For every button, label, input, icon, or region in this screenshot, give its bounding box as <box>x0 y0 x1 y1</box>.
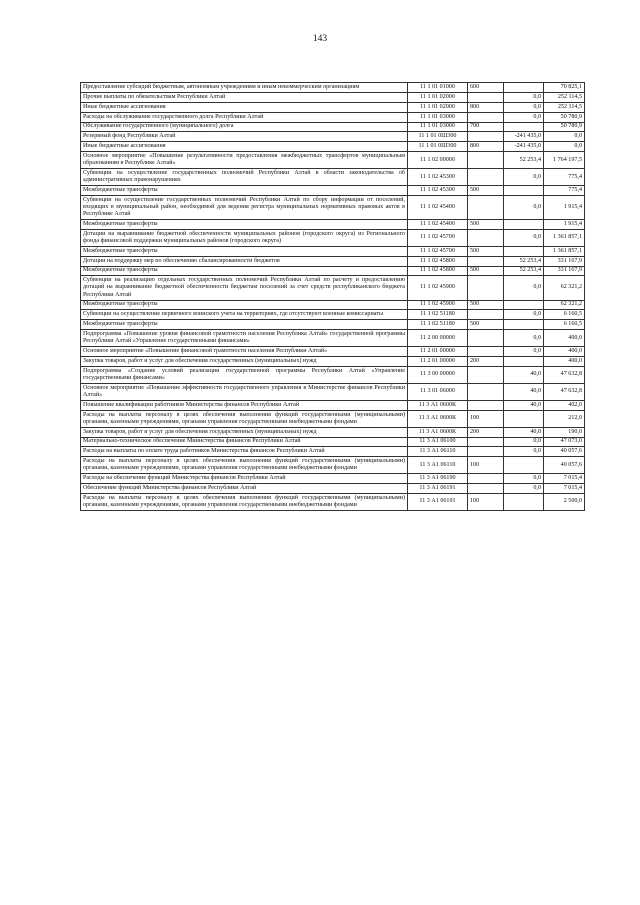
expense-type-cell: 600 <box>468 83 504 93</box>
item-name-cell: Подпрограмма «Повышение уровня финансовой грамотности населения Республика Алтай» государственной программы Республики Алтай «Управление государственными финансами» <box>81 330 408 347</box>
target-code-cell: 11 3 А1 06191 <box>408 484 468 494</box>
table-row <box>81 92 585 102</box>
change-amount-cell <box>504 186 544 196</box>
item-name-cell: Межбюджетные трансферты <box>81 220 408 230</box>
target-code-cell: 11 1 02 45800 <box>408 256 468 266</box>
expense-type-cell <box>468 383 504 400</box>
change-amount-cell: 52 253,4 <box>504 256 544 266</box>
item-name-cell: Межбюджетные трансферты <box>81 246 408 256</box>
table-row <box>81 400 585 410</box>
change-amount-cell <box>504 320 544 330</box>
expense-type-cell <box>468 229 504 246</box>
expense-type-cell <box>468 112 504 122</box>
total-amount-cell: 190,0 <box>544 427 585 437</box>
table-row <box>81 102 585 112</box>
change-amount-cell: 0,0 <box>504 474 544 484</box>
change-amount-cell <box>504 220 544 230</box>
total-amount-cell: 7 015,4 <box>544 484 585 494</box>
target-code-cell: 11 3 А1 06100 <box>408 437 468 447</box>
item-name-cell: Межбюджетные трансферты <box>81 266 408 276</box>
target-code-cell: 11 2 01 00000 <box>408 347 468 357</box>
total-amount-cell: 212,0 <box>544 410 585 427</box>
target-code-cell: 11 1 02 51180 <box>408 320 468 330</box>
change-amount-cell: 40,0 <box>504 383 544 400</box>
total-amount-cell: 47 073,0 <box>544 437 585 447</box>
expense-type-cell: 100 <box>468 410 504 427</box>
item-name-cell: Прочие выплаты по обязательствам Республики Алтай <box>81 92 408 102</box>
expense-type-cell <box>468 152 504 169</box>
table-row <box>81 300 585 310</box>
expense-type-cell <box>468 474 504 484</box>
table-row <box>81 152 585 169</box>
expense-type-cell <box>468 132 504 142</box>
expense-type-cell <box>468 330 504 347</box>
total-amount-cell: 400,0 <box>544 347 585 357</box>
total-amount-cell: 400,0 <box>544 330 585 347</box>
total-amount-cell: 402,0 <box>544 400 585 410</box>
total-amount-cell: 1 915,4 <box>544 220 585 230</box>
target-code-cell: 11 3 А1 06110 <box>408 457 468 474</box>
total-amount-cell: 0,0 <box>544 142 585 152</box>
total-amount-cell: 62 321,2 <box>544 300 585 310</box>
total-amount-cell: 400,0 <box>544 357 585 367</box>
item-name-cell: Расходы на обслуживание государственного долга Республики Алтай <box>81 112 408 122</box>
total-amount-cell: 47 632,8 <box>544 366 585 383</box>
total-amount-cell: 40 057,6 <box>544 457 585 474</box>
change-amount-cell: 0,0 <box>504 229 544 246</box>
table-row <box>81 330 585 347</box>
item-name-cell: Расходы на выплаты персоналу в целях обеспечения выполнения функций государственными (муниципальными) органами, казенными учреждениями, органами управления государственными внебюджетными фондами <box>81 494 408 511</box>
target-code-cell: 11 1 01 0Ш300 <box>408 142 468 152</box>
table-row <box>81 83 585 93</box>
table-row <box>81 310 585 320</box>
total-amount-cell: 1 361 857,1 <box>544 246 585 256</box>
expense-type-cell: 700 <box>468 122 504 132</box>
table-row <box>81 112 585 122</box>
expense-type-cell <box>468 195 504 219</box>
change-amount-cell: 0,0 <box>504 112 544 122</box>
expense-type-cell <box>468 447 504 457</box>
expense-type-cell: 500 <box>468 300 504 310</box>
item-name-cell: Межбюджетные трансферты <box>81 186 408 196</box>
table-row <box>81 437 585 447</box>
expense-type-cell <box>468 400 504 410</box>
total-amount-cell: 50 780,9 <box>544 122 585 132</box>
item-name-cell: Расходы на выплаты по оплате труда работников Министерства финансов Республики Алтай <box>81 447 408 457</box>
item-name-cell: Иные бюджетные ассигнования <box>81 102 408 112</box>
item-name-cell: Субвенции на осуществление государственных полномочий Республики Алтай в области законодательства об административных правонарушениях <box>81 169 408 186</box>
total-amount-cell: 6 160,5 <box>544 310 585 320</box>
target-code-cell: 11 2 01 00000 <box>408 357 468 367</box>
item-name-cell: Субвенции на осуществление первичного воинского учета на территориях, где отсутствуют военные комиссариаты <box>81 310 408 320</box>
item-name-cell: Дотации на выравнивание бюджетной обеспеченности муниципальных районов (городского округа) из Регионального фонда финансовой поддержки муниципальных районов (городского округа) <box>81 229 408 246</box>
target-code-cell: 11 1 02 45700 <box>408 246 468 256</box>
target-code-cell: 11 3 А1 06190 <box>408 474 468 484</box>
item-name-cell: Иные бюджетные ассигнования <box>81 142 408 152</box>
change-amount-cell: 0,0 <box>504 484 544 494</box>
expense-type-cell <box>468 92 504 102</box>
item-name-cell: Основное мероприятие «Повышение эффективности государственного управления в Министерстве финансов Республики Алтай» <box>81 383 408 400</box>
target-code-cell: 11 2 00 00000 <box>408 330 468 347</box>
total-amount-cell: 40 057,6 <box>544 447 585 457</box>
table-row <box>81 427 585 437</box>
change-amount-cell: 40,0 <box>504 400 544 410</box>
total-amount-cell: 62 321,2 <box>544 276 585 300</box>
expense-type-cell: 500 <box>468 320 504 330</box>
total-amount-cell: 7 015,4 <box>544 474 585 484</box>
target-code-cell: 11 3 А1 06191 <box>408 494 468 511</box>
target-code-cell: 11 3 А1 06110 <box>408 447 468 457</box>
table-row <box>81 357 585 367</box>
change-amount-cell: 0,0 <box>504 310 544 320</box>
target-code-cell: 11 1 02 45900 <box>408 276 468 300</box>
expense-type-cell <box>468 276 504 300</box>
target-code-cell: 11 1 01 02000 <box>408 102 468 112</box>
total-amount-cell: 775,4 <box>544 186 585 196</box>
change-amount-cell <box>504 122 544 132</box>
expense-type-cell <box>468 484 504 494</box>
total-amount-cell: 2 500,0 <box>544 494 585 511</box>
total-amount-cell: 1 764 197,5 <box>544 152 585 169</box>
total-amount-cell: 0,0 <box>544 132 585 142</box>
item-name-cell: Расходы на обеспечение функций Министерства финансов Республики Алтай <box>81 474 408 484</box>
target-code-cell: 11 1 02 45400 <box>408 220 468 230</box>
change-amount-cell: 40,0 <box>504 366 544 383</box>
total-amount-cell: 1 361 857,1 <box>544 229 585 246</box>
table-row <box>81 256 585 266</box>
expense-type-cell: 500 <box>468 220 504 230</box>
total-amount-cell: 70 825,1 <box>544 83 585 93</box>
target-code-cell: 11 1 01 0Ш300 <box>408 132 468 142</box>
table-row <box>81 383 585 400</box>
item-name-cell: Расходы на выплаты персоналу в целях обеспечения выполнения функций государственными (муниципальными) органами, казенными учреждениями, органами управления государственными внебюджетными фондами <box>81 457 408 474</box>
change-amount-cell <box>504 300 544 310</box>
expense-type-cell <box>468 310 504 320</box>
expense-type-cell: 200 <box>468 357 504 367</box>
budget-table-body <box>81 83 585 511</box>
change-amount-cell: 52 253,4 <box>504 266 544 276</box>
item-name-cell: Резервный фонд Республики Алтай <box>81 132 408 142</box>
expense-type-cell <box>468 366 504 383</box>
target-code-cell: 11 1 01 01000 <box>408 83 468 93</box>
target-code-cell: 11 1 02 51180 <box>408 310 468 320</box>
change-amount-cell <box>504 246 544 256</box>
item-name-cell: Обеспечение функций Министерства финансов Республики Алтай <box>81 484 408 494</box>
target-code-cell: 11 3 А1 0600К <box>408 400 468 410</box>
target-code-cell: 11 1 01 02000 <box>408 92 468 102</box>
target-code-cell: 11 3 А1 0600К <box>408 410 468 427</box>
total-amount-cell: 331 167,9 <box>544 266 585 276</box>
table-row <box>81 457 585 474</box>
page-number: 143 <box>312 34 328 44</box>
table-row <box>81 366 585 383</box>
item-name-cell: Закупка товаров, работ и услуг для обеспечения государственных (муниципальных) нужд <box>81 357 408 367</box>
change-amount-cell: 0,0 <box>504 169 544 186</box>
table-row <box>81 410 585 427</box>
item-name-cell: Расходы на выплаты персоналу в целях обеспечения выполнения функций государственными (муниципальными) органами, казенными учреждениями, органами управления государственными внебюджетными фондами <box>81 410 408 427</box>
target-code-cell: 11 1 02 45300 <box>408 186 468 196</box>
item-name-cell: Межбюджетные трансферты <box>81 320 408 330</box>
target-code-cell: 11 3 А1 0600К <box>408 427 468 437</box>
expense-type-cell: 500 <box>468 246 504 256</box>
total-amount-cell: 50 780,9 <box>544 112 585 122</box>
change-amount-cell <box>504 357 544 367</box>
change-amount-cell: 0,0 <box>504 102 544 112</box>
table-row <box>81 474 585 484</box>
item-name-cell: Материально-техническое обеспечение Министерства финансов Республики Алтай <box>81 437 408 447</box>
item-name-cell: Основное мероприятие «Повышение финансовой грамотности населения Республики Алтай» <box>81 347 408 357</box>
change-amount-cell <box>504 83 544 93</box>
expense-type-cell: 500 <box>468 266 504 276</box>
change-amount-cell: 0,0 <box>504 276 544 300</box>
table-row <box>81 447 585 457</box>
table-row <box>81 246 585 256</box>
total-amount-cell: 252 114,5 <box>544 92 585 102</box>
table-row <box>81 276 585 300</box>
item-name-cell: Межбюджетные трансферты <box>81 300 408 310</box>
target-code-cell: 11 1 02 45700 <box>408 229 468 246</box>
change-amount-cell: 0,0 <box>504 447 544 457</box>
table-row <box>81 347 585 357</box>
item-name-cell: Основное мероприятие «Повышение результативности предоставления межбюджетных трансфертов муниципальным образованиям в Республике Алтай» <box>81 152 408 169</box>
change-amount-cell: 0,0 <box>504 347 544 357</box>
change-amount-cell: 0,0 <box>504 330 544 347</box>
table-row <box>81 122 585 132</box>
change-amount-cell: 0,0 <box>504 437 544 447</box>
item-name-cell: Субвенции на реализацию отдельных государственных полномочий Республики Алтай по расчету и предоставлению дотаций на выравнивание бюджетной обеспеченности бюджетам поселений за счет средств республиканского бюджета Республики Алтай <box>81 276 408 300</box>
item-name-cell: Дотации на поддержку мер по обеспечению сбалансированности бюджетов <box>81 256 408 266</box>
budget-table <box>80 82 585 511</box>
table-row <box>81 132 585 142</box>
table-row <box>81 484 585 494</box>
target-code-cell: 11 1 02 45300 <box>408 169 468 186</box>
change-amount-cell: -241 435,0 <box>504 132 544 142</box>
table-row <box>81 142 585 152</box>
target-code-cell: 11 3 00 00000 <box>408 366 468 383</box>
target-code-cell: 11 1 02 00000 <box>408 152 468 169</box>
table-row <box>81 195 585 219</box>
item-name-cell: Подпрограмма «Создание условий реализации государственной программы Республики Алтай «Управление государственными финансами» <box>81 366 408 383</box>
change-amount-cell: 52 253,4 <box>504 152 544 169</box>
expense-type-cell: 500 <box>468 186 504 196</box>
target-code-cell: 11 1 02 45800 <box>408 266 468 276</box>
item-name-cell: Закупка товаров, работ и услуг для обеспечения государственных (муниципальных) нужд <box>81 427 408 437</box>
table-row <box>81 494 585 511</box>
total-amount-cell: 6 160,5 <box>544 320 585 330</box>
expense-type-cell: 100 <box>468 457 504 474</box>
total-amount-cell: 775,4 <box>544 169 585 186</box>
change-amount-cell: 0,0 <box>504 92 544 102</box>
target-code-cell: 11 1 02 45900 <box>408 300 468 310</box>
change-amount-cell <box>504 494 544 511</box>
expense-type-cell: 200 <box>468 427 504 437</box>
table-row <box>81 220 585 230</box>
change-amount-cell: 40,0 <box>504 427 544 437</box>
target-code-cell: 11 1 02 45400 <box>408 195 468 219</box>
table-row <box>81 169 585 186</box>
target-code-cell: 11 3 01 06000 <box>408 383 468 400</box>
expense-type-cell: 100 <box>468 494 504 511</box>
expense-type-cell: 800 <box>468 102 504 112</box>
item-name-cell: Субвенции на осуществление государственных полномочий Республики Алтай по сбору информации от поселений, входящих в муниципальный район, необходимой для ведения регистра муниципальных нормативных правовых актов в Республике Алтай <box>81 195 408 219</box>
table-row <box>81 266 585 276</box>
total-amount-cell: 1 915,4 <box>544 195 585 219</box>
item-name-cell: Повышение квалификации работников Министерства финансов Республики Алтай <box>81 400 408 410</box>
change-amount-cell <box>504 457 544 474</box>
expense-type-cell: 800 <box>468 142 504 152</box>
table-row <box>81 320 585 330</box>
target-code-cell: 11 1 01 03000 <box>408 112 468 122</box>
total-amount-cell: 331 167,9 <box>544 256 585 266</box>
expense-type-cell <box>468 437 504 447</box>
item-name-cell: Обслуживание государственного (муниципального) долга <box>81 122 408 132</box>
expense-type-cell <box>468 347 504 357</box>
change-amount-cell: -241 435,0 <box>504 142 544 152</box>
change-amount-cell <box>504 410 544 427</box>
total-amount-cell: 47 632,8 <box>544 383 585 400</box>
expense-type-cell <box>468 169 504 186</box>
table-row <box>81 186 585 196</box>
table-row <box>81 229 585 246</box>
total-amount-cell: 252 114,5 <box>544 102 585 112</box>
target-code-cell: 11 1 01 03000 <box>408 122 468 132</box>
change-amount-cell: 0,0 <box>504 195 544 219</box>
item-name-cell: Предоставление субсидий бюджетным, автономным учреждениям и иным некоммерческим организациям <box>81 83 408 93</box>
expense-type-cell <box>468 256 504 266</box>
